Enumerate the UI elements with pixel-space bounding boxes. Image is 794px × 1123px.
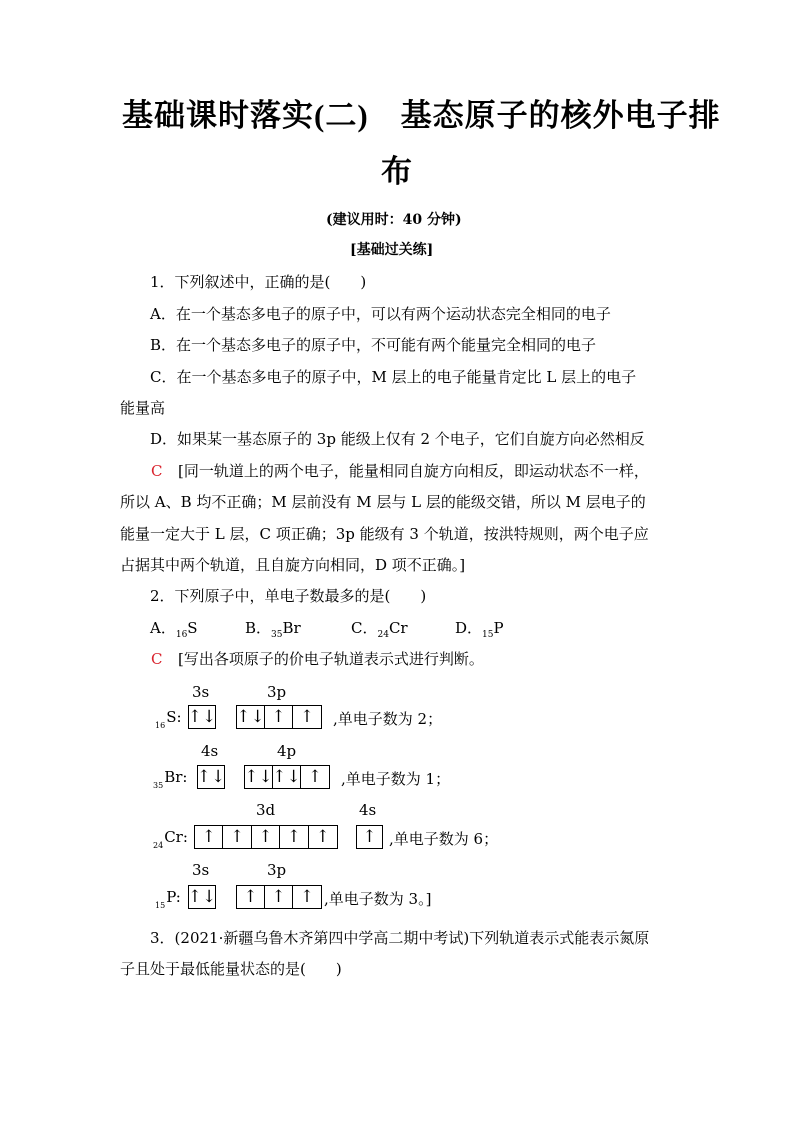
br-4s-label: 4s bbox=[201, 742, 219, 760]
q1-explanation-1: [同一轨道上的两个电子，能量相同自旋方向相反，即运动状态不一样， bbox=[178, 462, 649, 480]
q1-option-c: C．在一个基态多电子的原子中，M 层上的电子能量肯定比 L 层上的电子 bbox=[150, 368, 637, 386]
orbital-cell: ↑↓ bbox=[196, 766, 226, 787]
s-3s-box bbox=[188, 705, 216, 729]
br-4p-label: 4p bbox=[277, 742, 297, 760]
q1-option-b: B．在一个基态多电子的原子中，不可能有两个能量完全相同的电子 bbox=[150, 336, 597, 354]
q2-option-c: C．$_{24}$Cr bbox=[351, 619, 408, 640]
s-3s-label: 3s bbox=[192, 683, 210, 701]
q1-option-c-cont: 能量高 bbox=[120, 399, 166, 417]
orbital-cell: ↑↓ bbox=[236, 706, 265, 727]
orbital-cell: ↑ bbox=[223, 826, 251, 848]
orbital-cell: ↑↓ bbox=[187, 886, 217, 907]
orbital-cell: ↑ bbox=[252, 826, 280, 848]
q2-answer: C bbox=[151, 650, 163, 668]
q2-option-a: A．$_{16}$S bbox=[150, 619, 198, 640]
q1-option-d: D．如果某一基态原子的 3p 能级上仅有 2 个电子，它们自旋方向必然相反 bbox=[150, 430, 645, 448]
q1-explanation-3: 能量一定大于 L 层，C 项正确；3p 能级有 3 个轨道，按洪特规则，两个电子应 bbox=[120, 525, 649, 543]
orbital-cell: ↑↓ bbox=[187, 706, 217, 727]
orbital-cell: ↑ bbox=[299, 706, 315, 727]
orbital-cell: ↑ bbox=[195, 826, 223, 848]
q1-option-a: A．在一个基态多电子的原子中，可以有两个运动状态完全相同的电子 bbox=[150, 305, 611, 323]
orbital-cell: ↑ bbox=[299, 886, 315, 907]
section-heading: [基础过关练] bbox=[350, 242, 434, 258]
orbital-cell: ↑ bbox=[307, 766, 323, 787]
suggested-time: (建议用时：40 分钟) bbox=[326, 212, 462, 228]
s-unpaired-text: ,单电子数为 2； bbox=[333, 710, 443, 728]
q1-answer: C bbox=[151, 462, 163, 480]
cr-4s-label: 4s bbox=[359, 801, 377, 819]
q2-stem: 2．下列原子中，单电子数最多的是( ) bbox=[150, 587, 427, 605]
q2-option-b: B．$_{35}$Br bbox=[245, 619, 301, 640]
orbital-cell: ↑ bbox=[315, 826, 330, 847]
cr-4s-box bbox=[356, 825, 383, 849]
s-3p-label: 3p bbox=[267, 683, 287, 701]
q1-stem: 1．下列叙述中，正确的是( ) bbox=[150, 273, 367, 291]
s-atom-label: $_{16}$S: bbox=[155, 708, 182, 730]
cr-3d-label: 3d bbox=[256, 801, 276, 819]
orbital-cell: ↑↓ bbox=[272, 766, 301, 787]
p-3s-box bbox=[188, 885, 216, 909]
br-4p-box bbox=[244, 765, 330, 789]
q3-stem-cont: 子且处于最低能量状态的是( ) bbox=[120, 960, 342, 978]
q1-explanation-4: 占据其中两个轨道，且自旋方向相同，D 项不正确。] bbox=[120, 556, 466, 574]
s-3p-box bbox=[236, 705, 322, 729]
page-title: 基础课时落实(二) 基态原子的核外电子排 bbox=[122, 98, 721, 133]
q2-option-d: D．$_{15}$P bbox=[455, 619, 504, 640]
br-4s-box bbox=[197, 765, 225, 789]
br-atom-label: $_{35}$Br: bbox=[153, 768, 188, 790]
orbital-cell: ↑ bbox=[265, 706, 293, 728]
orbital-cell: ↑ bbox=[237, 886, 265, 908]
p-atom-label: $_{15}$P: bbox=[155, 888, 181, 910]
cr-atom-label: $_{24}$Cr: bbox=[153, 828, 188, 850]
orbital-cell: ↑ bbox=[280, 826, 308, 848]
br-unpaired-text: ,单电子数为 1； bbox=[341, 770, 451, 788]
orbital-cell: ↑ bbox=[265, 886, 293, 908]
q1-explanation-2: 所以 A、B 均不正确；M 层前没有 M 层与 L 层的能级交错，所以 M 层电子的 bbox=[120, 493, 646, 511]
orbital-cell: ↑↓ bbox=[244, 766, 273, 787]
orbital-cell: ↑ bbox=[362, 826, 377, 847]
q3-stem: 3．(2021·新疆乌鲁木齐第四中学高二期中考试)下列轨道表示式能表示氮原 bbox=[150, 929, 650, 947]
p-3p-box bbox=[236, 885, 322, 909]
page-title-cont: 布 bbox=[381, 154, 413, 189]
q2-explanation-intro: [写出各项原子的价电子轨道表示式进行判断。 bbox=[178, 650, 484, 668]
p-unpaired-text: ,单电子数为 3。] bbox=[324, 890, 432, 908]
p-3s-label: 3s bbox=[192, 861, 210, 879]
cr-unpaired-text: ,单电子数为 6； bbox=[389, 830, 499, 848]
p-3p-label: 3p bbox=[267, 861, 287, 879]
cr-3d-box bbox=[194, 825, 338, 849]
